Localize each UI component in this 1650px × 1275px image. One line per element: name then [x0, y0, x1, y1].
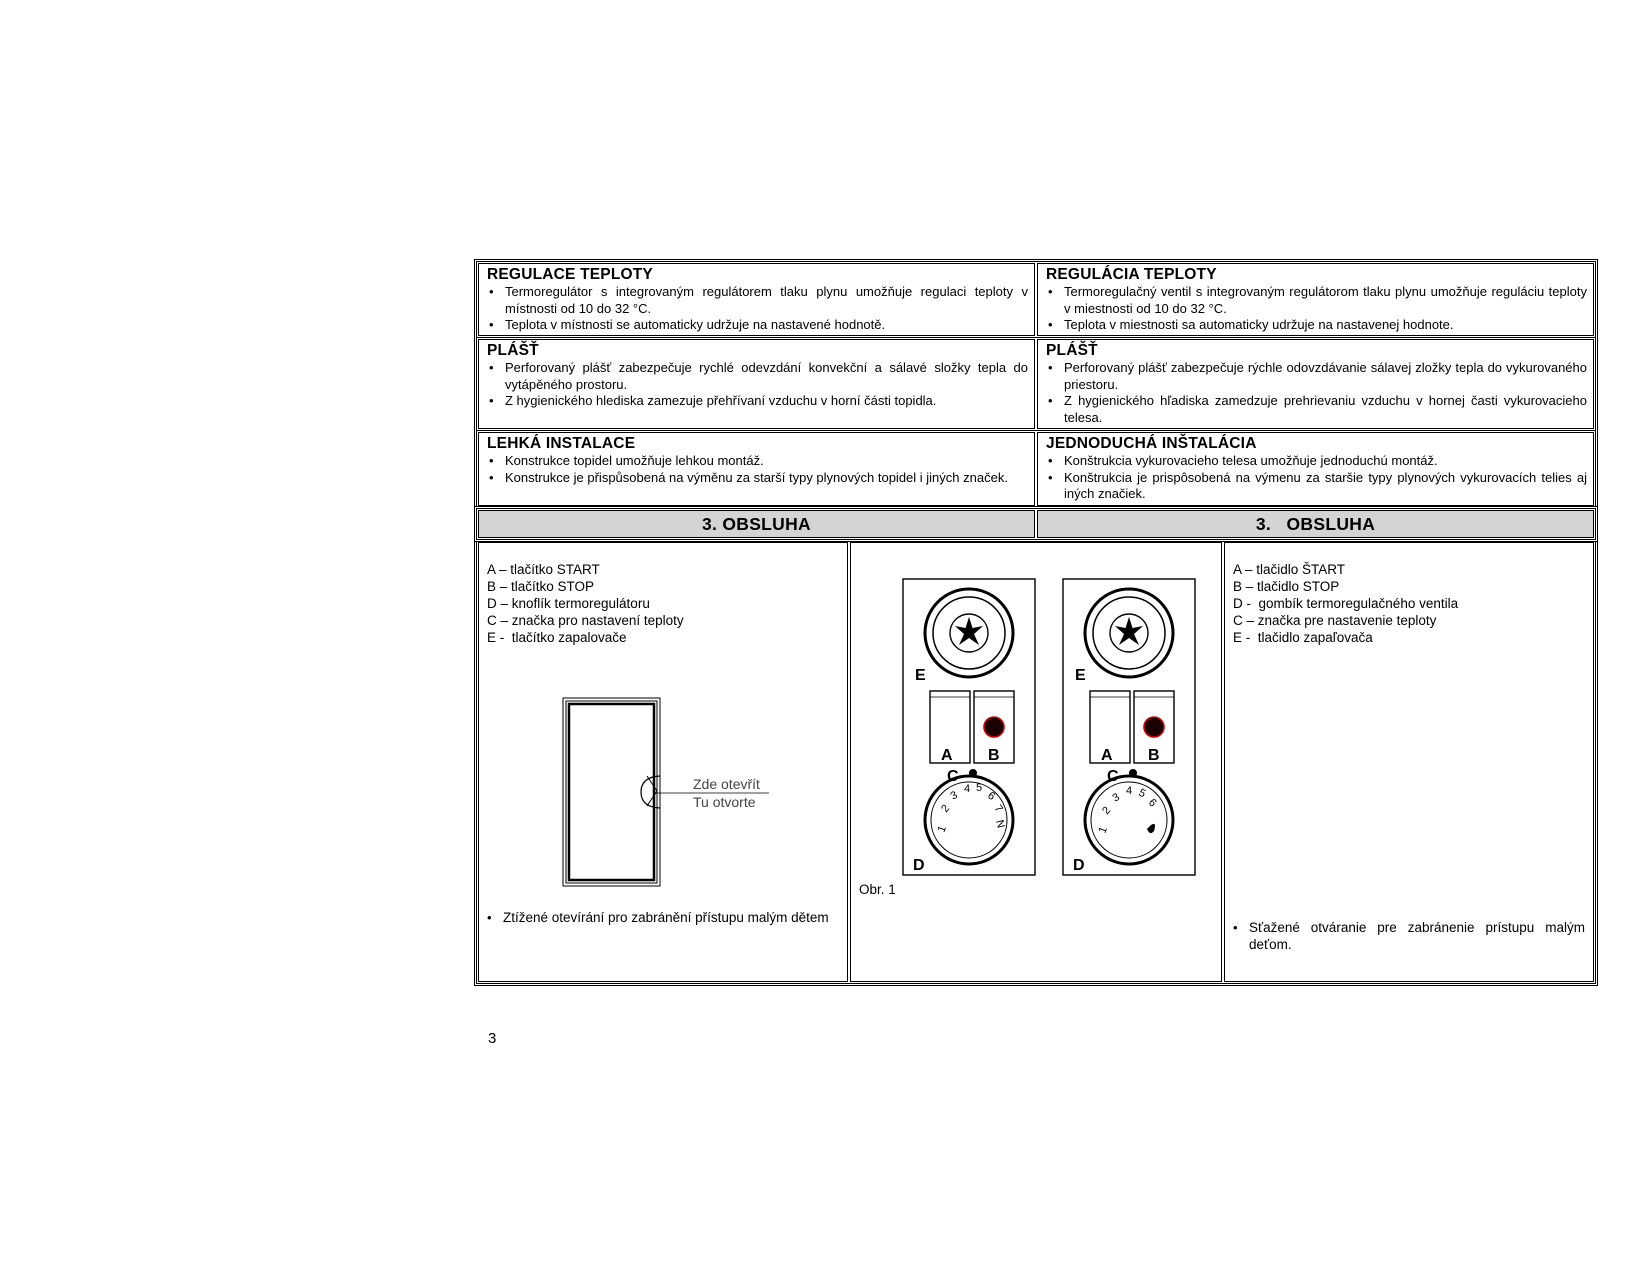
dial-num-right: 5	[1136, 786, 1148, 801]
installation-cz-item: • Konstrukce topidel umožňuje lehkou montáž.	[487, 453, 1028, 470]
installation-cz	[478, 432, 1035, 506]
sk-legend-item: D - gombík termoregulačného ventila	[1233, 596, 1459, 611]
cz-legend-item: E - tlačítko zapalovače	[487, 630, 627, 645]
casing-sk-item: • Z hygienického hľadiska zamedzuje prehrievaniu vzduchu v hornej časti vykurovacieho telesa.	[1046, 393, 1587, 426]
obsluha-body	[474, 541, 1598, 986]
dial-num-right: 2	[1100, 804, 1114, 817]
dial-num-left: 7	[991, 802, 1005, 815]
sk-note-item: • Sťažené otváranie pre zabránenie prístupu malým deťom.	[1231, 919, 1585, 953]
obsluha-figure-column	[850, 542, 1222, 982]
regulation-cz	[478, 263, 1035, 336]
label-d: D	[913, 857, 925, 874]
ignition-button-left-icon	[925, 589, 1013, 677]
sk-legend-item: E - tlačidlo zapaľovača	[1233, 630, 1373, 645]
page-number: 3	[488, 1030, 497, 1047]
casing-row	[477, 338, 1595, 431]
sk-legend-item: B – tlačidlo STOP	[1233, 579, 1340, 594]
cz-note-item: • Ztížené otevírání pro zabránění přístupu malým dětem	[485, 909, 839, 926]
stop-indicator-icon	[1144, 717, 1164, 737]
cz-legend-item: C – značka pro nastavení teploty	[487, 613, 684, 628]
obsluha-cz-column	[478, 542, 848, 982]
obsluha-sk-title: 3. OBSLUHA	[1037, 510, 1594, 538]
obsluha-sk-column	[1224, 542, 1594, 982]
casing-cz-title: PLÁŠŤ	[487, 342, 539, 359]
label-c: C	[1107, 768, 1119, 785]
casing-cz-item: • Perforovaný plášť zabezpečuje rychlé odevzdání konvekční a sálavé složky tepla do vytápěného prostoru.	[487, 360, 1028, 393]
sk-legend	[1233, 561, 1458, 646]
casing-cz-item: • Z hygienického hlediska zamezuje přehřívaní vzduchu v horní části topidla.	[487, 393, 1028, 410]
label-b: B	[988, 747, 1000, 764]
regulation-sk-item: • Termoregulačný ventil s integrovaným regulátorom tlaku plynu umožňuje reguláciu teploty v miestnosti od 10 do 32 °C.	[1046, 284, 1587, 317]
dial-num-left: 5	[976, 782, 983, 794]
casing-cz	[478, 339, 1035, 429]
casing-sk-item: • Perforovaný plášť zabezpečuje rýchle odovzdávanie sálavej zložky tepla do vykurovaného priestoru.	[1046, 360, 1587, 393]
installation-row	[477, 431, 1595, 507]
regulation-cz-item: • Teplota v místnosti se automaticky udržuje na nastavené hodnotě.	[487, 317, 1028, 334]
cz-note	[485, 909, 839, 926]
control-panels-figure	[851, 543, 1223, 983]
control-panel-right	[1063, 579, 1195, 875]
sk-legend-item: A – tlačidlo ŠTART	[1233, 562, 1346, 577]
control-panel-left	[903, 579, 1035, 875]
obsluha-header	[474, 506, 1598, 542]
label-b: B	[1148, 747, 1160, 764]
label-d: D	[1073, 857, 1085, 874]
sk-legend-item: C – značka pre nastavenie teploty	[1233, 613, 1437, 628]
dial-num-left: N	[993, 818, 1007, 830]
installation-cz-title: LEHKÁ INSTALACE	[487, 435, 636, 452]
regulation-row	[477, 262, 1595, 338]
label-a: A	[1101, 747, 1113, 764]
regulation-cz-title: REGULACE TEPLOTY	[487, 266, 653, 283]
label-a: A	[941, 747, 953, 764]
dial-num-left: 4	[964, 783, 971, 795]
ignition-button-right-icon	[1085, 589, 1173, 677]
sk-note	[1231, 919, 1585, 953]
cz-legend-item: A – tlačítko START	[487, 562, 600, 577]
dial-num-left: 3	[948, 789, 960, 803]
installation-sk-item: • Konštrukcia vykurovacieho telesa umožňuje jednoduchú montáž.	[1046, 453, 1587, 470]
casing-sk	[1037, 339, 1594, 429]
regulation-sk	[1037, 263, 1594, 336]
dial-num-left: 6	[985, 789, 998, 803]
dial-num-right: 1	[1096, 825, 1110, 836]
door-label-sk: Tu otvorte	[693, 794, 756, 810]
installation-sk	[1037, 432, 1594, 506]
regulation-sk-item: • Teplota v miestnosti sa automaticky udržuje na nastavenej hodnote.	[1046, 317, 1587, 334]
installation-sk-item: • Konštrukcia je prispôsobená na výmenu za staršie typy plynových vykurovacích telies aj iných značiek.	[1046, 470, 1587, 503]
installation-sk-title: JEDNODUCHÁ INŠTALÁCIA	[1046, 435, 1257, 452]
dial-num-right: 3	[1110, 791, 1122, 805]
dial-num-left: 2	[939, 802, 953, 815]
casing-sk-title: PLÁŠŤ	[1046, 342, 1098, 359]
regulation-sk-title: REGULÁCIA TEPLOTY	[1046, 266, 1217, 283]
cz-legend-item: D – knoflík termoregulátoru	[487, 596, 650, 611]
dial-num-right: 4	[1126, 785, 1133, 797]
obsluha-cz-title: 3. OBSLUHA	[478, 510, 1035, 538]
dial-num-left: 1	[935, 824, 949, 835]
label-e: E	[1075, 667, 1086, 684]
label-c: C	[947, 768, 959, 785]
label-e: E	[915, 667, 926, 684]
cz-legend-item: B – tlačítko STOP	[487, 579, 595, 594]
door-label-cz: Zde otevřít	[693, 776, 760, 792]
stop-indicator-icon	[984, 717, 1004, 737]
feature-table	[474, 259, 1598, 510]
regulation-cz-item: • Termoregulátor s integrovaným regulátorem tlaku plynu umožňuje regulaci teploty v místnosti od 10 do 32 °C.	[487, 284, 1028, 317]
installation-cz-item: • Konstrukce je přispůsobená na výměnu za starší typy plynových topidel i jiných značek.	[487, 470, 1028, 487]
dial-num-right: 6	[1145, 796, 1159, 810]
figure-label: Obr. 1	[859, 882, 896, 897]
